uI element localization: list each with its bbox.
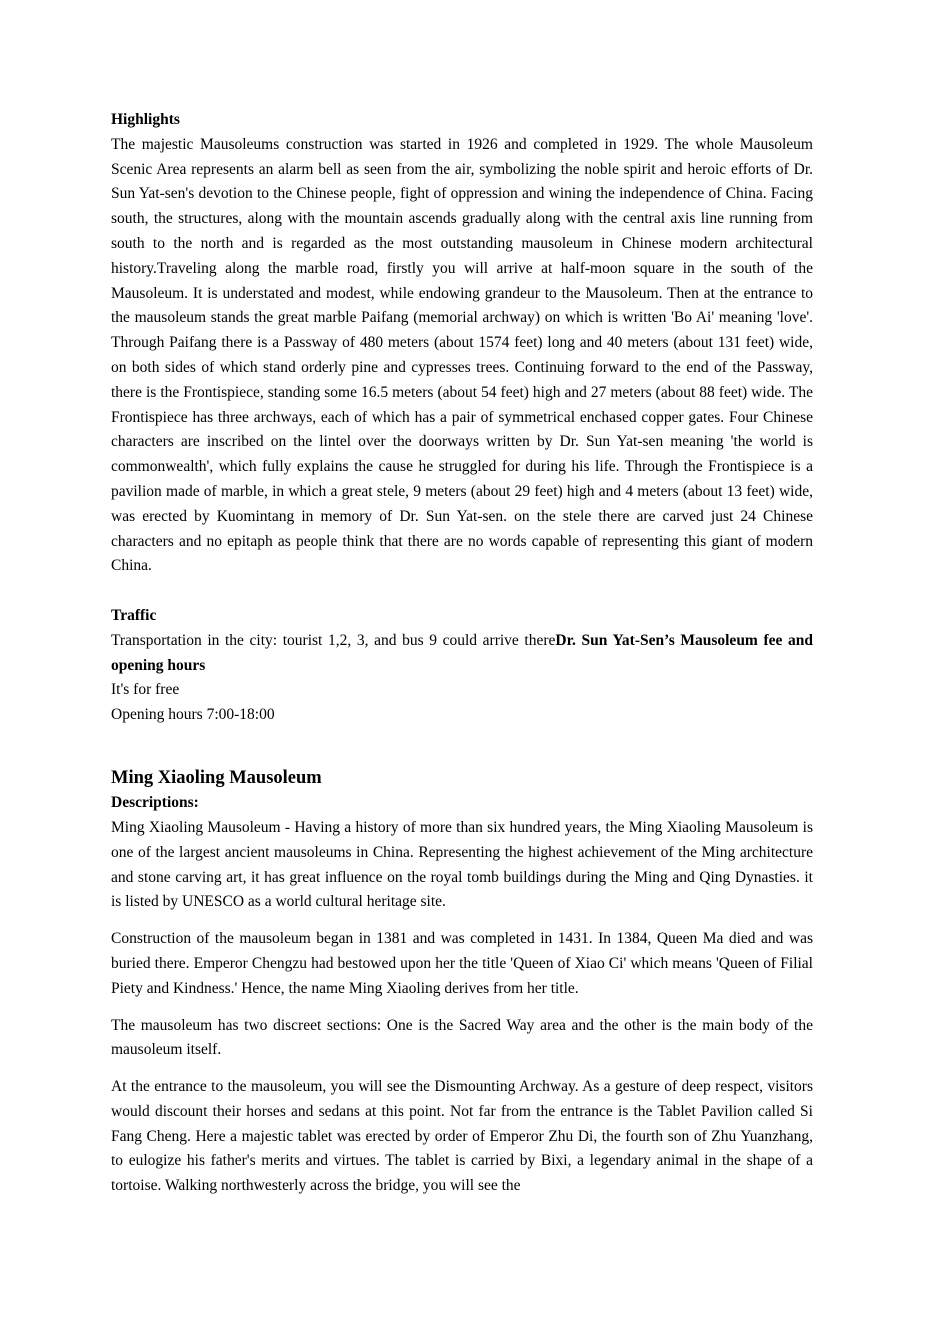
ming-paragraph: Ming Xiaoling Mausoleum - Having a history of more than six hundred years, the Ming Xiaoling Mausoleum is one of the largest ancient mausoleums in China. Representing the highest achievement of the Ming architecture and stone carving art, it has great influence on the royal tomb buildings during the Ming and Qing Dynasties. it is listed by UNESCO as a world cultural heritage site. (111, 818, 813, 911)
document-page (111, 108, 813, 1211)
highlights-paragraph: The majestic Mausoleums construction was started in 1926 and completed in 1929. The whole Mausoleum Scenic Area represents an alarm bell as seen from the air, symbolizing the noble spirit and heroic efforts of Dr. Sun Yat-sen's devotion to the Chinese people, fight of oppression and wining the independence of China. Facing south, the structures, along with the mountain ascends gradually along with the central axis line running from south to the north and is regarded as the most outstanding mausoleum in Chinese modern architectural history.Traveling along the marble road, firstly you will arrive at half-moon square in the south of the Mausoleum. It is understated and modest, while endowing grandeur to the Mausoleum. Then at the entrance to the mausoleum stands the great marble Paifang (memorial archway) on which is written 'Bo Ai' meaning 'love'. Through Paifang there is a Passway of 480 meters (about 1574 feet) long and 40 meters (about 131 feet) wide, on both sides of which stand orderly pine and cypresses trees. Continuing forward to the end of the Passway, there is the Frontispiece, standing some 16.5 meters (about 54 feet) high and 27 meters (about 88 feet) wide. The Frontispiece has three archways, each of which has a pair of symmetrical enchased copper gates. Four Chinese characters are inscribed on the lintel over the doorways written by Dr. Sun Yat-sen meaning 'the world is commonwealth', which fully explains the cause he struggled for during his life. Through the Frontispiece is a pavilion made of marble, in which a great stele, 9 meters (about 29 feet) high and 4 meters (about 13 feet) wide, was erected by Kuomintang in memory of Dr. Sun Yat-sen. on the stele there are carved just 24 Chinese characters and no epitaph as people think that there are no words capable of representing this giant of modern China. (111, 135, 813, 575)
ming-paragraph: Construction of the mausoleum began in 1381 and was completed in 1431. In 1384, Queen Ma died and was buried there. Emperor Chengzu had bestowed upon her the title 'Queen of Xiao Ci' which means 'Queen of Filial Piety and Kindness.' Hence, the name Ming Xiaoling derives from her title. (111, 930, 813, 997)
transport-text: Transportation in the city: tourist 1,2, 3, and bus 9 could arrive there (111, 631, 556, 649)
ming-xiaoling-title: Ming Xiaoling Mausoleum (111, 767, 322, 788)
highlights-heading: Highlights (111, 111, 180, 128)
ming-paragraph: At the entrance to the mausoleum, you will see the Dismounting Archway. As a gesture of deep respect, visitors would discount their horses and sedans at this point. Not far from the entrance is the Tablet Pavilion called Si Fang Cheng. Here a majestic tablet was erected by order of Emperor Zhu Di, the fourth son of Zhu Yuanzhang, to eulogize his father's merits and virtues. The tablet is carried by Bixi, a legendary animal in the shape of a tortoise. Walking northwesterly across the bridge, you will see the (111, 1078, 813, 1195)
fee-heading: Dr. Sun Yat-Sen’s Mausoleum fee and opening hours (111, 631, 813, 674)
spacer (111, 579, 813, 604)
traffic-paragraph (111, 629, 813, 679)
ming-paragraph: The mausoleum has two discreet sections: One is the Sacred Way area and the other is the main body of the mausoleum itself. (111, 1016, 813, 1059)
fee-text: It's for free (111, 681, 180, 699)
opening-hours-text: Opening hours 7:00-18:00 (111, 706, 275, 724)
descriptions-label: Descriptions: (111, 793, 199, 811)
spacer (111, 728, 813, 766)
traffic-heading: Traffic (111, 606, 157, 624)
